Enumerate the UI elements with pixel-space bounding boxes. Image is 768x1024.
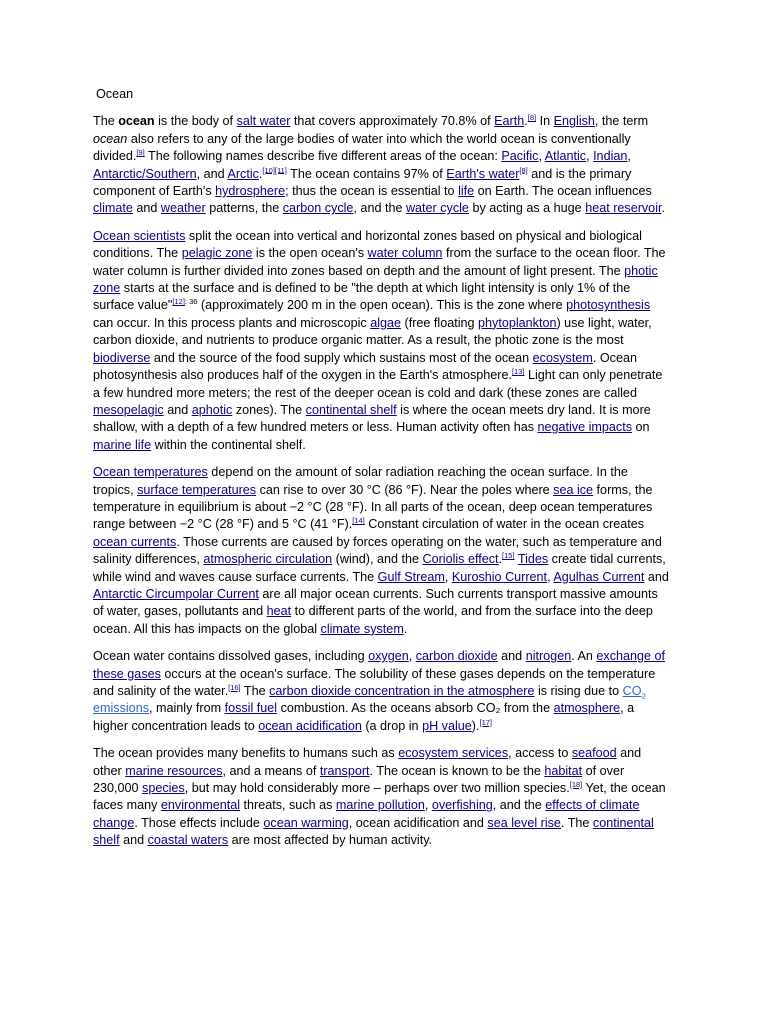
link-ocean-currents[interactable]: ocean currents [93, 534, 177, 549]
link-negative-impacts[interactable]: negative impacts [537, 420, 633, 435]
link-gulf-stream[interactable]: Gulf Stream [377, 569, 445, 584]
link-ocean-warming[interactable]: ocean warming [263, 815, 349, 830]
link-arctic[interactable]: Arctic [227, 166, 259, 181]
link-carbon-dioxide[interactable]: carbon dioxide [415, 649, 498, 664]
link-overfishing[interactable]: overfishing [431, 798, 493, 813]
citation-10-11[interactable]: [10][11] [262, 165, 287, 175]
link-atmosphere[interactable]: atmosphere [553, 701, 621, 716]
link-nitrogen[interactable]: nitrogen [525, 649, 572, 664]
link-species[interactable]: species [142, 781, 185, 796]
link-atmospheric-circulation[interactable]: atmospheric circulation [203, 552, 333, 567]
link-climate[interactable]: climate [93, 201, 133, 216]
link-marine-life[interactable]: marine life [93, 437, 152, 452]
link-heat[interactable]: heat [266, 604, 292, 619]
link-marine-pollution[interactable]: marine pollution [335, 798, 425, 813]
link-ecosystem[interactable]: ecosystem [532, 350, 593, 365]
link-sea-level-rise[interactable]: sea level rise [487, 815, 561, 830]
bold-term-ocean: ocean [118, 114, 155, 129]
link-earths-water[interactable]: Earth's water [446, 166, 520, 181]
citation-16[interactable]: [16] [228, 682, 241, 692]
link-ph-value[interactable]: pH value [422, 718, 472, 733]
link-surface-temperatures[interactable]: surface temperatures [137, 482, 257, 497]
link-seafood[interactable]: seafood [571, 746, 617, 761]
paragraph-intro: The ocean is the body of salt water that covers approximately 70.8% of Earth.[8] In English, the term ocean also refers to any of the large bodies of water into which the world ocean is conventionally divided.[9] The following names describe five different areas of the ocean: Pacific, Atlantic, Indian, Antarctic/Southern, and Arctic.[10][11] The ocean contains 97% of Earth's water[8] and is the primary component of Earth's hydrosphere; thus the ocean is essential to life on Earth. The ocean influences climate and weather patterns, the carbon cycle, and the water cycle by acting as a huge heat reservoir. [93, 113, 665, 216]
link-pacific[interactable]: Pacific [501, 149, 539, 164]
link-continental-shelf[interactable]: continental shelf [305, 402, 397, 417]
link-ocean-temperatures[interactable]: Ocean temperatures [93, 465, 208, 480]
link-transport[interactable]: transport [319, 763, 370, 778]
link-life[interactable]: life [458, 184, 475, 199]
link-ocean-acidification[interactable]: ocean acidification [258, 718, 362, 733]
link-pelagic-zone[interactable]: pelagic zone [181, 246, 253, 261]
link-photosynthesis[interactable]: photosynthesis [566, 298, 651, 313]
paragraph-temperatures: Ocean temperatures depend on the amount of solar radiation reaching the ocean surface. In the tropics, surface temperatures can rise to over 30 °C (86 °F). Near the poles where sea ice forms, the temperature in equilibrium is about −2 °C (28 °F). In all parts of the ocean, deep ocean temperatures range between −2 °C (28 °F) and 5 °C (41 °F).[14] Constant circulation of water in the ocean creates ocean currents. Those currents are caused by forces operating on the water, such as temperature and salinity differences, atmospheric circulation (wind), and the Coriolis effect.[15] Tides create tidal currents, while wind and waves cause surface currents. The Gulf Stream, Kuroshio Current, Agulhas Current and Antarctic Circumpolar Current are all major ocean currents. Such currents transport massive amounts of water, gases, pollutants and heat to different parts of the world, and from the surface into the deep ocean. All this has impacts on the global climate system. [93, 465, 669, 636]
link-water-cycle[interactable]: water cycle [405, 201, 469, 216]
link-antarctic-circumpolar-current[interactable]: Antarctic Circumpolar Current [93, 586, 259, 601]
link-hydrosphere[interactable]: hydrosphere [215, 184, 286, 199]
link-co2-concentration[interactable]: carbon dioxide concentration in the atmosphere [269, 684, 535, 698]
link-fossil-fuel[interactable]: fossil fuel [224, 701, 278, 716]
link-carbon-cycle[interactable]: carbon cycle [282, 201, 354, 216]
link-habitat[interactable]: habitat [544, 763, 583, 778]
link-aphotic[interactable]: aphotic [191, 402, 233, 417]
paragraph-benefits: The ocean provides many benefits to humans such as ecosystem services, access to seafood and other marine resources, and a means of transport. The ocean is known to be the habitat of over 230,000 species, but may hold considerably more – perhaps over two million species.[18] Yet, the ocean faces many environmental threats, such as marine pollution, overfishing, and the effects of climate change. Those effects include ocean warming, ocean acidification and sea level rise. The continental shelf and coastal waters are most affected by human activity. [93, 746, 666, 848]
link-effects-of-climate-change[interactable]: effects of climate change [93, 798, 640, 830]
citation-8b[interactable]: [8] [519, 165, 528, 175]
link-mesopelagic[interactable]: mesopelagic [93, 402, 164, 417]
link-photic-zone[interactable]: photic zone [93, 263, 658, 296]
citation-14[interactable]: [14] [352, 516, 365, 526]
link-ocean-scientists[interactable]: Ocean scientists [93, 228, 186, 243]
link-tides[interactable]: Tides [517, 552, 549, 567]
link-oxygen[interactable]: oxygen [368, 649, 409, 664]
page-title: Ocean [96, 87, 134, 101]
citation-8[interactable]: [8] [527, 113, 537, 123]
citation-18[interactable]: [18] [569, 779, 583, 789]
link-phytoplankton[interactable]: phytoplankton [478, 315, 557, 330]
citation-9[interactable]: [9] [136, 148, 145, 158]
link-ecosystem-services[interactable]: ecosystem services [398, 746, 509, 761]
italic-term-ocean: ocean [93, 131, 128, 146]
link-climate-system[interactable]: climate system [320, 621, 404, 636]
article [93, 86, 671, 860]
link-atlantic[interactable]: Atlantic [544, 149, 587, 164]
link-heat-reservoir[interactable]: heat reservoir [585, 201, 662, 216]
link-agulhas-current[interactable]: Agulhas Current [553, 569, 645, 584]
citation-13[interactable]: [13] [511, 366, 525, 376]
link-coastal-waters[interactable]: coastal waters [147, 833, 229, 848]
link-earth[interactable]: Earth [494, 114, 525, 129]
link-biodiverse[interactable]: biodiverse [93, 350, 151, 365]
link-gas-exchange[interactable]: exchange of these gases [93, 649, 666, 681]
link-indian[interactable]: Indian [593, 149, 628, 164]
link-english[interactable]: English [553, 114, 595, 129]
citation-15[interactable]: [15] [502, 550, 515, 560]
link-antarctic-southern[interactable]: Antarctic/Southern [93, 166, 197, 181]
link-marine-resources[interactable]: marine resources [125, 763, 223, 778]
link-continental-shelf-2[interactable]: continental shelf [93, 815, 654, 848]
link-coriolis-effect[interactable]: Coriolis effect [422, 552, 499, 567]
link-algae[interactable]: algae [370, 315, 402, 330]
link-kuroshio-current[interactable]: Kuroshio Current [451, 569, 548, 584]
link-salt-water[interactable]: salt water [236, 114, 291, 129]
link-co2-emissions[interactable]: $CO_2$ emissions [93, 684, 646, 716]
citation-12[interactable]: [12] [172, 297, 185, 307]
paragraph-gases: Ocean water contains dissolved gases, including oxygen, carbon dioxide and nitrogen. An exchange of these gases occurs at the ocean's surface. The solubility of these gases depends on the temperature and salinity of the water.[16] The carbon dioxide concentration in the atmosphere is rising due to $CO_2$ emissions, mainly from fossil fuel combustion. As the oceans absorb CO₂ from the atmosphere, a higher concentration leads to ocean acidification (a drop in pH value).[17] [93, 649, 666, 733]
link-weather[interactable]: weather [160, 201, 206, 216]
link-environmental[interactable]: environmental [160, 798, 241, 813]
paragraph-zones: Ocean scientists split the ocean into vertical and horizontal zones based on physical and biological conditions. The pelagic zone is the open ocean's water column from the surface to the ocean floor. The water column is further divided into zones based on depth and the amount of light present. The photic zone starts at the surface and is defined to be "the depth at which light intensity is only 1% of the surface value"$^{[12]: 36}$ (approximately 200 m in the open ocean). This is the zone where photosynthesis can occur. In this process plants and microscopic algae (free floating phytoplankton) use light, water, carbon dioxide, and nutrients to produce organic matter. As a result, the photic zone is the most biodiverse and the source of the food supply which sustains most of the ocean ecosystem. Ocean photosynthesis also produces half of the oxygen in the Earth's atmosphere.[13] Light can only penetrate a few hundred more meters; the rest of the deeper ocean is cold and dark (these zones are called mesopelagic and aphotic zones). The continental shelf is where the ocean meets dry land. It is more shallow, with a depth of a few hundred meters or less. Human activity often has negative impacts on marine life within the continental shelf. [93, 228, 666, 452]
citation-17[interactable]: [17] [479, 717, 492, 727]
link-sea-ice[interactable]: sea ice [553, 482, 594, 497]
link-water-column[interactable]: water column [367, 246, 443, 261]
